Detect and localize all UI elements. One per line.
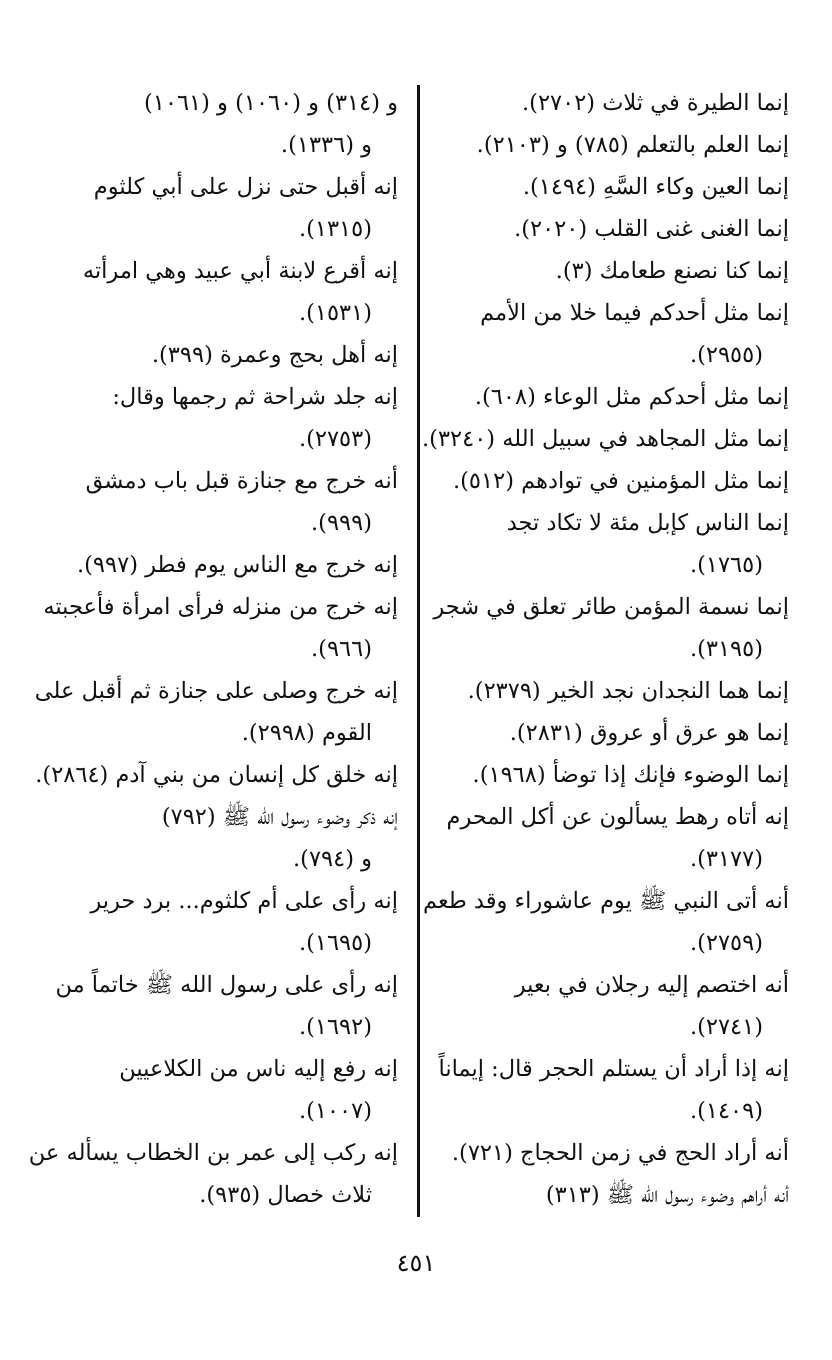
entry-text: و (٣١٤) و (١٠٦٠) و (١٠٦١)	[144, 90, 398, 116]
entry-text: إنما مثل أحدكم مثل الوعاء (٦٠٨).	[474, 384, 789, 410]
entry-text: إنه أقبل حتى نزل على أبي كلثوم	[93, 174, 398, 200]
index-entry	[437, 166, 789, 208]
entry-text: إنما هما النجدان نجد الخير (٢٣٧٩).	[467, 678, 789, 704]
entry-text: أنه خرج مع جنازة قبل باب دمشق	[85, 468, 398, 494]
entry-continuation: و (١٣٣٦).	[280, 132, 372, 158]
index-entry	[437, 376, 789, 418]
entry-text: إنما الوضوء فإنك إذا توضأ (١٩٦٨).	[472, 762, 789, 788]
index-entry	[437, 208, 789, 250]
index-entry	[437, 670, 789, 712]
entry-continuation: (٢٩٥٥).	[689, 342, 763, 368]
index-entry	[44, 460, 398, 544]
entry-text: إنما مثل أحدكم فيما خلا من الأمم	[480, 300, 789, 326]
entry-continuation: (٣١٧٧).	[689, 846, 763, 872]
index-entry	[44, 376, 398, 460]
entry-text: إنه أقرع لابنة أبي عبيد وهي امرأته	[82, 258, 398, 284]
entry-text: إنه رأى على أم كلثوم... برد حرير	[90, 888, 398, 914]
index-entry	[44, 964, 398, 1048]
entry-text: إنما العلم بالتعلم (٧٨٥) و (٢١٠٣).	[476, 132, 789, 158]
entry-text: إنما هو عرق أو عروق (٢٨٣١).	[509, 720, 789, 746]
index-entry	[437, 250, 789, 292]
entry-continuation: (٢٧٥٩).	[689, 930, 763, 956]
index-entry	[35, 754, 398, 796]
entry-text: إنه جلد شراحة ثم رجمها وقال:	[112, 384, 398, 410]
index-entry	[44, 880, 398, 964]
index-entry	[44, 544, 398, 586]
entry-text: إنه إذا أراد أن يستلم الحجر قال: إيماناً	[438, 1056, 789, 1082]
entry-text: إنما الغنى غنى القلب (٢٠٢٠).	[514, 216, 789, 242]
entry-text: إنه ركب إلى عمر بن الخطاب يسأله عن	[28, 1140, 398, 1166]
entry-text: إنما الناس كإبل مئة لا تكاد تجد	[506, 510, 789, 536]
entry-text: إنه رفع إليه ناس من الكلاعيين	[119, 1056, 398, 1082]
entry-text: إنه خرج مع الناس يوم فطر (٩٩٧).	[76, 552, 398, 578]
entry-text: إنه أهل بحج وعمرة (٣٩٩).	[151, 342, 398, 368]
entry-continuation: (١٦٩٥).	[298, 930, 372, 956]
column-divider	[417, 85, 420, 1217]
entry-text: أنه اختصم إليه رجلان في بعير	[514, 972, 789, 998]
page-number: ٤٥١	[396, 1249, 436, 1277]
entry-text: إنما نسمة المؤمن طائر تعلق في شجر	[433, 594, 789, 620]
index-entry	[44, 334, 398, 376]
index-entry	[422, 418, 789, 460]
entry-continuation: (١٠٠٧).	[298, 1098, 372, 1124]
index-entry	[437, 82, 789, 124]
entry-continuation: (١٣١٥).	[298, 216, 372, 242]
entry-text: إنه رأى على رسول الله ﷺ خاتماً من	[55, 972, 398, 998]
entry-text: إنما كنا نصنع طعامك (٣).	[555, 258, 789, 284]
entry-text: إنما العين وكاء السَّهِ (١٤٩٤).	[522, 174, 789, 200]
index-entry	[28, 1132, 398, 1216]
entry-text: إنه أتاه رهط يسألون عن أكل المحرم	[446, 804, 789, 830]
entry-continuation: (١٤٠٩).	[689, 1098, 763, 1124]
entry-text: أنه أتى النبي ﷺ يوم عاشوراء وقد طعم	[423, 888, 789, 914]
index-entry	[44, 166, 398, 250]
entry-text: إنما مثل المؤمنين في توادهم (٥١٢).	[452, 468, 789, 494]
index-entry	[437, 502, 789, 586]
entry-text: إنه خرج من منزله فرأى امرأة فأعجبته	[43, 594, 398, 620]
index-entry	[437, 124, 789, 166]
entry-continuation: (١٧٦٥).	[689, 552, 763, 578]
index-entry	[437, 1132, 789, 1174]
index-entry	[437, 796, 789, 880]
entry-text: إنما مثل المجاهد في سبيل الله (٣٢٤٠).	[422, 426, 789, 452]
index-entry	[437, 292, 789, 376]
entry-text: إنه خلق كل إنسان من بني آدم (٢٨٦٤).	[35, 762, 398, 788]
entry-continuation: (٣١٩٥).	[689, 636, 763, 662]
entry-continuation: (٩٦٦).	[311, 636, 372, 662]
entry-text: إنه ذكر وضوء رسول الله ﷺ (٧٩٢)	[161, 804, 398, 830]
index-entry	[433, 586, 789, 670]
index-column-left	[28, 82, 398, 1216]
entry-text: أنه أراهم وضوء رسول الله ﷺ (٣١٣)	[545, 1182, 789, 1208]
index-entry	[437, 1048, 789, 1132]
index-entry	[423, 880, 789, 964]
entry-continuation: و (٧٩٤).	[293, 846, 372, 872]
index-entry	[44, 586, 398, 670]
entry-continuation: (٢٧٥٣).	[298, 426, 372, 452]
index-entry	[44, 250, 398, 334]
entry-text: إنما الطيرة في ثلاث (٢٧٠٢).	[522, 90, 789, 116]
index-entry	[34, 670, 398, 754]
index-entry	[437, 712, 789, 754]
index-entry	[44, 796, 398, 880]
entry-continuation: (١٦٩٢).	[298, 1014, 372, 1040]
entry-continuation: (٩٩٩).	[311, 510, 372, 536]
index-entry	[44, 1048, 398, 1132]
entry-continuation: (٢٧٤١).	[689, 1014, 763, 1040]
entry-continuation: ثلاث خصال (٩٣٥).	[199, 1182, 372, 1208]
entry-text: أنه أراد الحج في زمن الحجاج (٧٢١).	[451, 1140, 789, 1166]
entry-continuation: (١٥٣١).	[298, 300, 372, 326]
entry-continuation: القوم (٢٩٩٨).	[241, 720, 372, 746]
entry-text: إنه خرج وصلى على جنازة ثم أقبل على	[34, 678, 398, 704]
index-entry	[437, 460, 789, 502]
index-entry	[437, 1174, 789, 1216]
index-entry	[437, 754, 789, 796]
index-entry	[437, 964, 789, 1048]
index-entry	[44, 82, 398, 166]
index-column-right	[422, 82, 789, 1216]
